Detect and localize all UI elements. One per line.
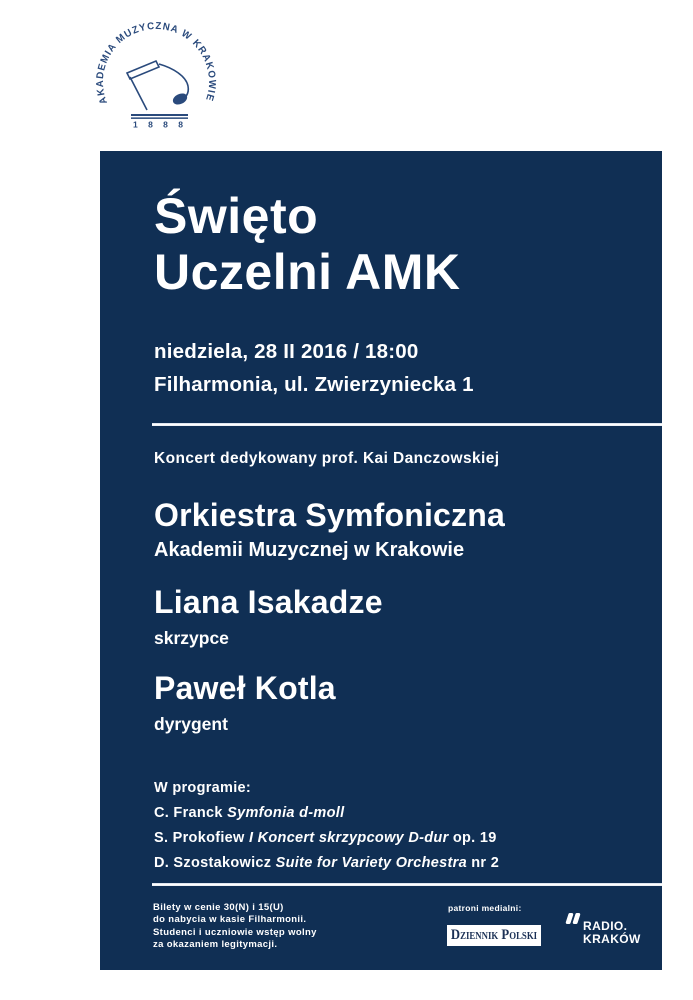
poster-title-line2: Uczelni AMK xyxy=(154,244,461,300)
performer-conductor-role: dyrygent xyxy=(154,714,228,734)
radio-krakow-line2: KRAKÓW xyxy=(583,931,641,946)
poster-title xyxy=(154,188,460,300)
grand-piano-icon xyxy=(127,61,189,110)
ticket-info-line: za okazaniem legitymacji. xyxy=(153,939,278,951)
dziennik-polski-logo xyxy=(447,925,541,946)
quote-marks-icon xyxy=(572,913,581,924)
media-patrons-label: patroni medialni: xyxy=(448,903,522,913)
academy-logo xyxy=(89,16,223,150)
program-item-composer: S. Prokofiew xyxy=(154,830,249,846)
ticket-info-line: Studenci i uczniowie wstęp wolny xyxy=(153,926,317,938)
program-item-suffix: nr 2 xyxy=(466,855,500,871)
poster-panel xyxy=(100,151,662,970)
program-item xyxy=(154,801,499,826)
performer-orchestra-subtitle: Akademii Muzycznej w Krakowie xyxy=(154,539,465,561)
program-item-work-title: I Koncert skrzypcowy D-dur xyxy=(248,830,449,846)
program-item-suffix: op. 19 xyxy=(448,830,497,846)
dedication-text: Koncert dedykowany prof. Kai Danczowskiej xyxy=(154,450,500,467)
dziennik-polski-logo-text: Dziennik Polski xyxy=(450,927,538,943)
academy-logo-svg xyxy=(89,16,223,150)
program-item-composer: C. Franck xyxy=(154,805,228,821)
logo-keyboard-lines xyxy=(131,114,188,119)
poster-title-line1: Święto xyxy=(154,188,319,244)
performer-orchestra-name: Orkiestra Symfoniczna xyxy=(154,497,505,533)
program-item-composer: D. Szostakowicz xyxy=(154,855,276,871)
ticket-info-line: do nabycia w kasie Filharmonii. xyxy=(153,914,307,926)
performer-soloist-name: Liana Isakadze xyxy=(154,584,383,620)
performer-conductor-name: Paweł Kotla xyxy=(154,670,336,706)
radio-krakow-line1: RADIO. xyxy=(583,919,628,933)
logo-arc-text: AKADEMIA MUZYCZNA W KRAKOWIE xyxy=(94,20,218,106)
radio-krakow-logo xyxy=(567,913,659,955)
event-schedule xyxy=(154,335,474,401)
event-venue: Filharmonia, ul. Zwierzyniecka 1 xyxy=(154,373,474,396)
program-item-work-title: Suite for Variety Orchestra xyxy=(275,855,467,871)
ticket-info xyxy=(153,902,317,952)
program-item xyxy=(154,826,499,851)
performer-soloist-role: skrzypce xyxy=(154,628,229,648)
program-item xyxy=(154,851,499,876)
program-heading: W programie: xyxy=(154,780,252,796)
program-list xyxy=(154,776,499,876)
divider-line-bottom xyxy=(152,883,662,886)
radio-krakow-logo-text xyxy=(583,920,641,945)
program-item-work-title: Symfonia d-moll xyxy=(227,805,345,821)
logo-year: 1 8 8 8 xyxy=(133,119,187,130)
event-date: niedziela, 28 II 2016 / 18:00 xyxy=(154,340,419,363)
ticket-info-line: Bilety w cenie 30(N) i 15(U) xyxy=(153,902,284,913)
divider-line-top xyxy=(152,423,662,426)
